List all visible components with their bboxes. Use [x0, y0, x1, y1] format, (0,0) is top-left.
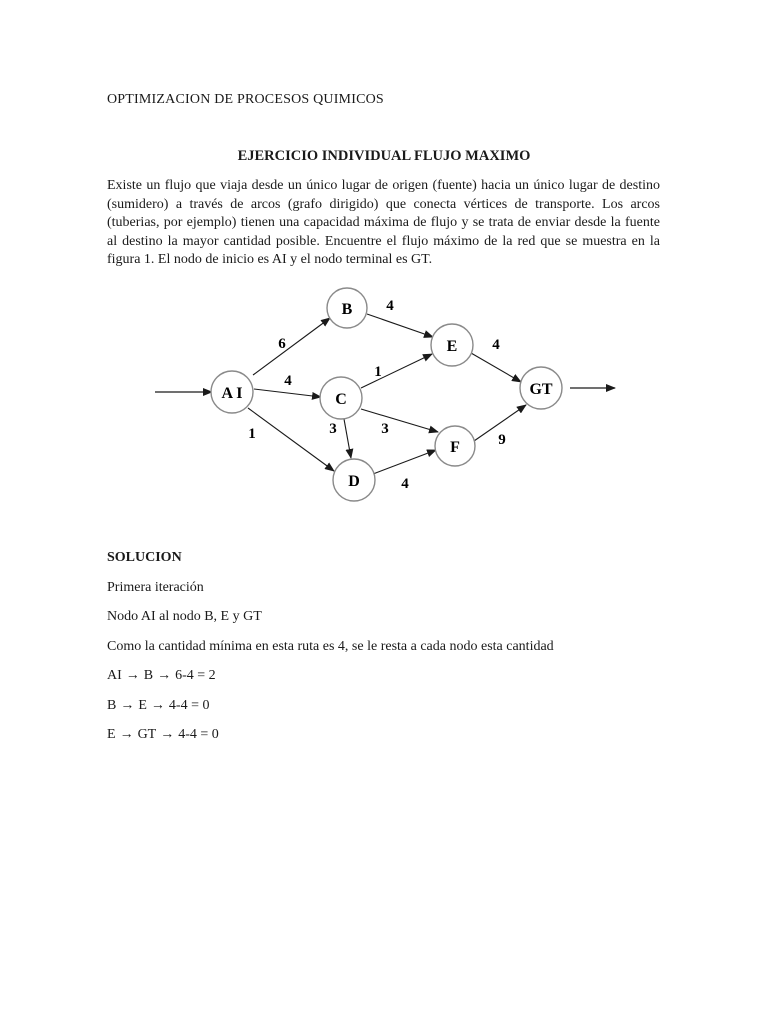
capacity-ai-d: 1 [248, 426, 256, 442]
route-description: Nodo AI al nodo B, E y GT [107, 609, 262, 624]
node-c [320, 377, 362, 419]
edge-c-d [344, 419, 351, 458]
right-arrow-icon: → [120, 697, 135, 713]
exercise-intro [107, 177, 660, 270]
step-row [107, 666, 667, 696]
edge-ai-b [253, 318, 330, 375]
iteration-label: Primera iteración [107, 579, 204, 595]
capacity-e-gt: 4 [492, 337, 500, 353]
edge-ai-c [254, 389, 321, 397]
edge-b-e [367, 314, 433, 337]
capacity-c-d: 3 [329, 421, 337, 437]
step-to: E [138, 697, 147, 713]
step-from: E [107, 727, 116, 742]
exercise-title: EJERCICIO INDIVIDUAL FLUJO MAXIMO [237, 148, 531, 164]
step-to: B [143, 668, 154, 683]
capacity-ai-c: 4 [284, 373, 292, 389]
intro-paragraph: Existe un flujo que viaja desde un único lugar de origen (fuente) hacia un único lugar de destino (sumidero) a través de arcos (grafo dirigido) que conecta vértices de transporte. Los arcos (tuberias, por ejemplo) tienen una capacidad máxima de flujo y se trata de enviar desde la fuente al destino la mayor cantidad posible. Encuentre el flujo máximo de la red que se muestra en la figura 1. El nodo de inicio es AI y el nodo terminal es GT. [107, 178, 660, 267]
step-from: B [107, 697, 117, 713]
edge-c-f [361, 409, 438, 432]
node-f-label: F [450, 439, 460, 456]
node-c-label: C [335, 391, 347, 408]
route-explanation: Como la cantidad mínima en esta ruta es 4, se le resta a cada nodo esta cantidad [107, 638, 554, 654]
edge-d-f [373, 450, 436, 474]
capacity-f-gt: 9 [498, 432, 506, 448]
node-gt-label: GT [529, 381, 553, 398]
capacity-ai-b: 6 [278, 336, 286, 352]
right-arrow-icon: → [150, 697, 165, 713]
edge-e-gt [471, 353, 521, 382]
right-arrow-icon: → [160, 727, 175, 742]
capacity-c-f: 3 [381, 421, 389, 437]
flow-network-diagram [140, 276, 640, 506]
capacity-d-f: 4 [401, 476, 409, 492]
edge-c-e [361, 354, 432, 388]
course-title: OPTIMIZACION DE PROCESOS QUIMICOS [107, 92, 384, 107]
right-arrow-icon: → [119, 727, 134, 742]
node-ai [211, 371, 253, 413]
solution-heading: SOLUCION [107, 550, 182, 565]
capacity-b-e: 4 [386, 298, 394, 314]
step-calc: 4-4 = 0 [168, 697, 210, 713]
right-arrow-icon: → [125, 668, 140, 683]
step-row [107, 725, 667, 755]
capacity-c-e: 1 [374, 364, 382, 380]
node-d [333, 459, 375, 501]
node-d-label: D [348, 473, 360, 490]
solution-section [107, 548, 667, 755]
node-gt [520, 367, 562, 409]
node-ai-label: A I [221, 385, 243, 402]
node-b-label: B [341, 301, 353, 318]
node-e-label: E [446, 338, 458, 355]
step-calc: 6-4 = 2 [175, 668, 216, 683]
step-to: GT [137, 727, 157, 742]
node-f [435, 426, 475, 466]
edge-ai-d [248, 408, 334, 471]
right-arrow-icon: → [157, 668, 172, 683]
step-from: AI [107, 668, 122, 683]
node-b [327, 288, 367, 328]
step-calc: 4-4 = 0 [178, 727, 219, 742]
node-e [431, 324, 473, 366]
step-row [107, 696, 667, 726]
